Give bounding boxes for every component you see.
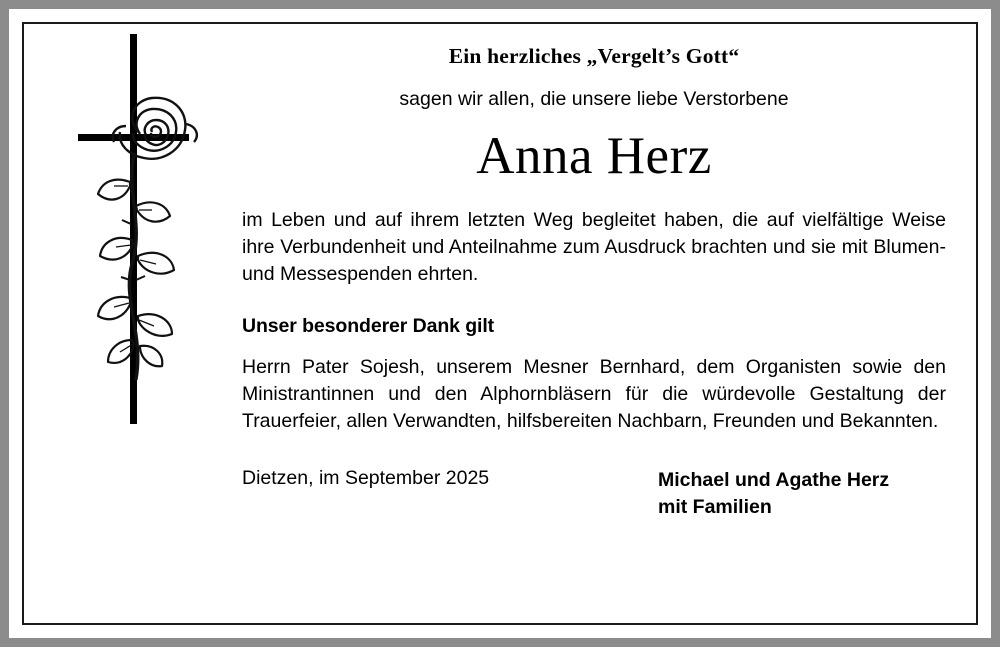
special-thanks-heading: Unser besonderer Dank gilt xyxy=(242,314,495,337)
signature-line-1: Michael und Agathe Herz xyxy=(658,469,890,492)
subline: sagen wir allen, die unsere liebe Verstorbene xyxy=(399,88,789,110)
headline: Ein herzliches „Vergelt’s Gott“ xyxy=(448,44,740,68)
signature xyxy=(658,467,889,520)
paragraph-special-thanks: Herrn Pater Sojesh, unserem Mesner Bernhard, dem Organisten sowie den Ministrantinnen und den Alphornbläsern für die würdevolle Gestaltung der Trauerfeier, allen Verwandten, hilfsbereiten Nachbarn, Freunden und Bekannten. xyxy=(242,355,946,433)
text-column xyxy=(242,30,946,527)
card-content xyxy=(24,24,976,623)
footer xyxy=(242,467,946,527)
paragraph-thanks-reason: im Leben und auf ihrem letzten Weg begleitet haben, die auf vielfältige Weise ihre Verbundenheit und Anteilnahme zum Ausdruck brachten und sie mit Blumen- und Messespenden ehrten. xyxy=(242,208,946,286)
cross-with-rose-icon xyxy=(52,34,222,424)
deceased-name: Anna Herz xyxy=(476,127,712,185)
signature-line-2: mit Familien xyxy=(658,495,772,518)
place-and-date: Dietzen, im September 2025 xyxy=(242,467,490,490)
